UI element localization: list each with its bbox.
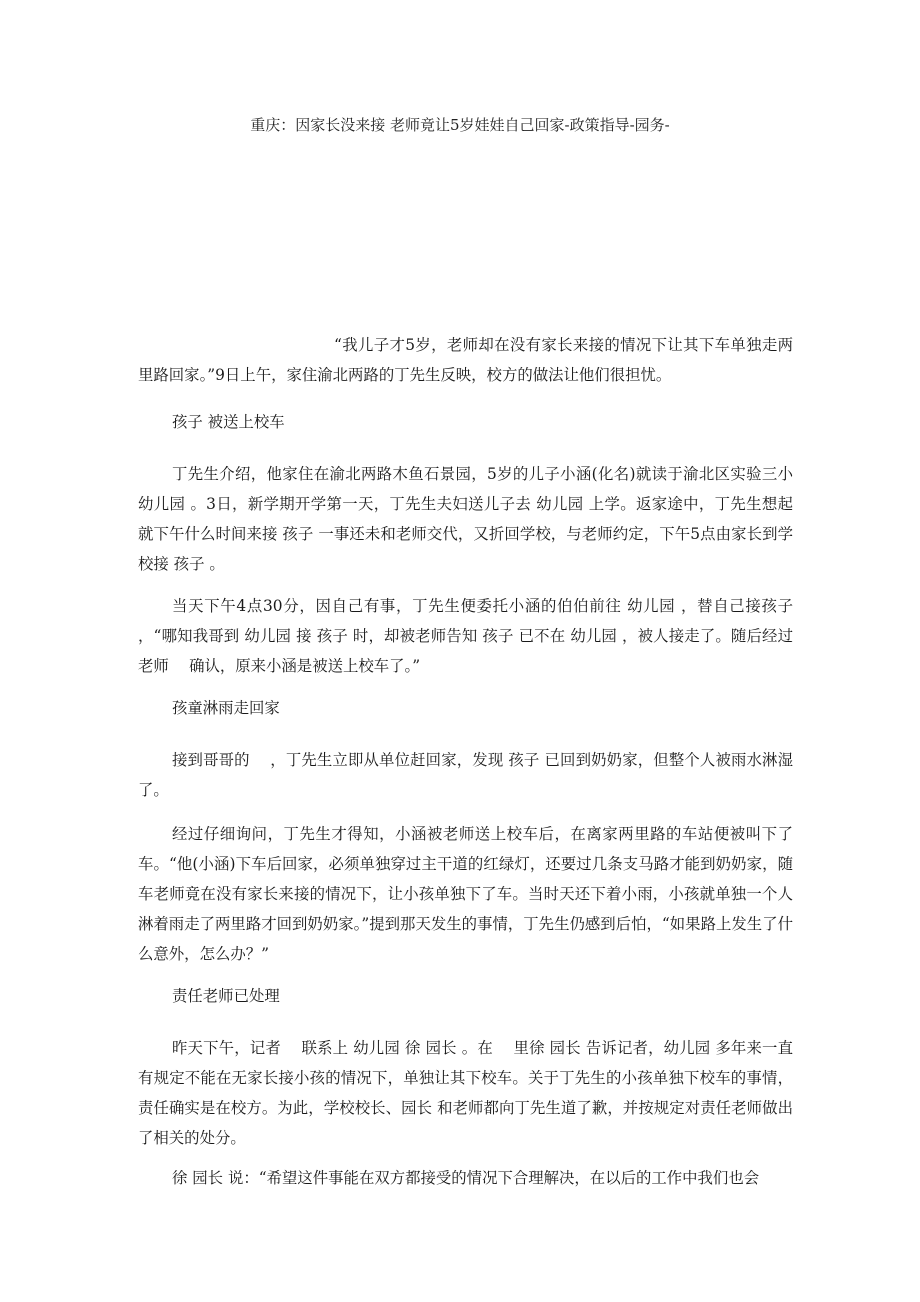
page-title: 重庆：因家长没来接 老师竟让5岁娃娃自己回家-政策指导-园务- bbox=[250, 116, 670, 134]
lead-paragraph: “我儿子才5岁，老师却在没有家长来接的情况下让其下车单独走两里路回家。”9日上午，家住渝北两路的丁先生反映，校方的做法让他们很担忧。 bbox=[138, 336, 793, 384]
paragraph-afternoon: 当天下午4点30分，因自己有事，丁先生便委托小涵的伯伯前往 幼儿园 ，替自己接孩子 ，“哪知我哥到 幼儿园 接 孩子 时，却被老师告知 孩子 已不在 幼儿园 ，被人接走了。随后经过老师 确认，原来小涵是被送上校车了。” bbox=[138, 597, 793, 675]
section-heading-rain: 孩童淋雨走回家 bbox=[172, 699, 280, 717]
section-heading-bus: 孩子 被送上校车 bbox=[172, 413, 285, 431]
paragraph-director-quote: 徐 园长 说：“希望这件事能在双方都接受的情况下合理解决，在以后的工作中我们也会 bbox=[172, 1169, 760, 1187]
paragraph-intro: 丁先生介绍，他家住在渝北两路木鱼石景园，5岁的儿子小涵(化名)就读于渝北区实验三小 幼儿园 。3日，新学期开学第一天，丁先生夫妇送儿子去 幼儿园 上学。返家途中，丁先生想起就下午什么时间来接 孩子 一事还未和老师交代，又折回学校，与老师约定，下午5点由家长到学校接 孩子 。 bbox=[138, 465, 793, 573]
paragraph-inquiry: 经过仔细询问，丁先生才得知，小涵被老师送上校车后，在离家两里路的车站便被叫下了车。“他(小涵)下车后回家，必须单独穿过主干道的红绿灯，还要过几条支马路才能到奶奶家，随车老师竟在没有家长来接的情况下，让小孩单独下了车。当时天还下着小雨，小孩就单独一个人淋着雨走了两里路才回到奶奶家。”提到那天发生的事情，丁先生仍感到后怕，“如果路上发生了什么意外，怎么办？” bbox=[138, 825, 793, 963]
paragraph-return-home: 接到哥哥的 ，丁先生立即从单位赶回家，发现 孩子 已回到奶奶家，但整个人被雨水淋湿了。 bbox=[138, 751, 793, 799]
section-heading-handled: 责任老师已处理 bbox=[172, 987, 280, 1005]
paragraph-reporter: 昨天下午，记者 联系上 幼儿园 徐 园长 。在 里徐 园长 告诉记者，幼儿园 多年来一直有规定不能在无家长接小孩的情况下，单独让其下校车。关于丁先生的小孩单独下校车的事情，责任确实是在校方。为此，学校校长、园长 和老师都向丁先生道了歉，并按规定对责任老师做出了相关的处分。 bbox=[138, 1039, 793, 1147]
